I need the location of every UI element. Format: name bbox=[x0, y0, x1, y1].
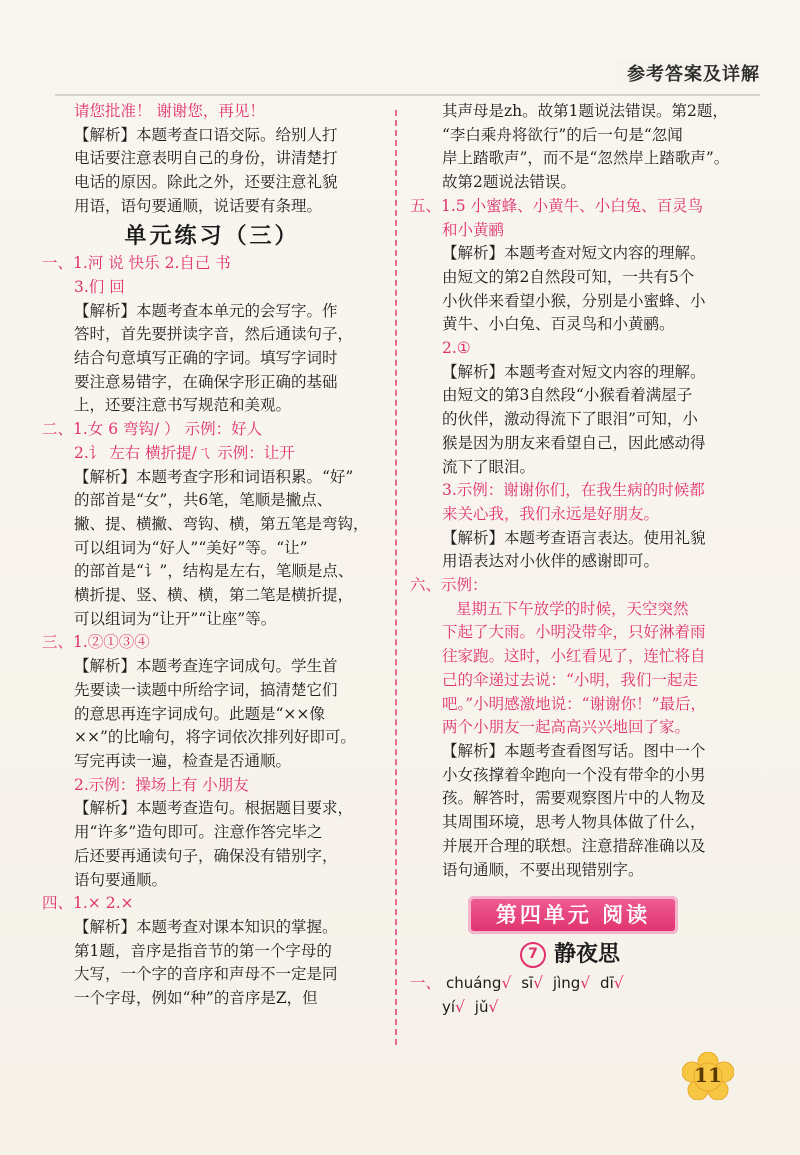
analysis-line: 用“许多”造句即可。注意作答完毕之 bbox=[74, 823, 323, 842]
analysis-line: 孩。解答时，需要观察图片中的人物及 bbox=[442, 789, 706, 808]
analysis-line: 流下了眼泪。 bbox=[442, 457, 536, 476]
check-icon: √ bbox=[455, 997, 465, 1016]
header-rule bbox=[55, 94, 760, 96]
analysis-line: 【解析】本题考查造句。根据题目要求， bbox=[74, 799, 354, 818]
answer-line: 3.们 回 bbox=[74, 277, 125, 296]
analysis-line: 先要读一读题中所给字词，搞清楚它们 bbox=[74, 680, 338, 699]
analysis-line: 一个字母，例如“种”的音序是Z，但 bbox=[74, 989, 318, 1008]
lesson-heading bbox=[380, 942, 760, 968]
analysis-line: 写完再读一遍，检查是否通顺。 bbox=[74, 751, 292, 770]
p-number: 一、 bbox=[410, 974, 442, 993]
analysis-line: 大写，一个字的音序和声母不一定是同 bbox=[74, 965, 338, 984]
analysis-line: 由短文的第3自然段“小猴看着满屋子 bbox=[442, 386, 693, 405]
answer-line: 吧。”小明感激地说：“谢谢你！”最后， bbox=[442, 694, 707, 713]
analysis-line: 【解析】本题考查对短文内容的理解。 bbox=[442, 244, 706, 263]
pinyin-item: jìng bbox=[552, 974, 581, 993]
answer-line: 和小黄鹂 bbox=[442, 220, 505, 239]
analysis-line: 语句通顺，不要出现错别字。 bbox=[442, 860, 644, 879]
answer-line: 己的伞递过去说：“小明，我们一起走 bbox=[442, 670, 698, 689]
q2-number: 二、 bbox=[42, 420, 74, 439]
q4-answer: 1.× 2.× bbox=[73, 894, 134, 913]
q4-number: 四、 bbox=[42, 894, 74, 913]
q5-number: 五、 bbox=[410, 196, 442, 215]
q5-answer: 1.5 小蜜蜂、小黄牛、小白兔、百灵鸟 bbox=[441, 196, 704, 215]
answer-line: 2.① bbox=[442, 339, 471, 358]
lesson-number: 7 bbox=[520, 942, 546, 968]
analysis-line: 故第2题说法错误。 bbox=[442, 173, 576, 192]
analysis-line: 【解析】本题考查本单元的会写字。作 bbox=[74, 301, 338, 320]
q2-line bbox=[42, 418, 382, 442]
analysis-line: 由短文的第2自然段可知，一共有5个 bbox=[442, 267, 695, 286]
analysis-line: 【解析】本题考查对课本知识的掌握。 bbox=[74, 917, 338, 936]
q1-line bbox=[42, 252, 382, 276]
answer-line: 2.讠 左右 横折提/ㄟ 示例：让开 bbox=[74, 443, 295, 462]
q1-number: 一、 bbox=[42, 254, 74, 273]
analysis-line: 并展开合理的联想。注意措辞准确以及 bbox=[442, 836, 706, 855]
q4-line bbox=[42, 892, 382, 916]
analysis-line: 其周围环境，思考人物具体做了什么， bbox=[442, 813, 706, 832]
q6-line bbox=[410, 574, 760, 598]
check-icon: √ bbox=[501, 974, 512, 993]
answer-line: 来关心我，我们永远是好朋友。 bbox=[442, 504, 660, 523]
analysis-line: 可以组词为“让开”“让座”等。 bbox=[74, 609, 277, 628]
analysis-line: ××”的比喻句，将字词依次排列好即可。 bbox=[74, 728, 356, 747]
analysis-line: 猴是因为朋友来看望自己，因此感动得 bbox=[442, 433, 706, 452]
analysis-line: 的伙伴，激动得流下了眼泪”可知，小 bbox=[442, 410, 698, 429]
check-icon: √ bbox=[613, 974, 624, 993]
header-title: 参考答案及详解 bbox=[617, 60, 760, 86]
right-column bbox=[410, 100, 760, 1020]
page-number-badge bbox=[682, 1052, 734, 1100]
analysis-line: 可以组词为“好人”“美好”等。“让” bbox=[74, 538, 308, 557]
page-number: 11 bbox=[694, 1063, 722, 1087]
analysis-line: 语句要通顺。 bbox=[74, 870, 168, 889]
pinyin-item: yí bbox=[442, 997, 456, 1016]
analysis-line: 【解析】本题考查看图写话。图中一个 bbox=[442, 741, 706, 760]
analysis-line: 小女孩撑着伞跑向一个没有带伞的小男 bbox=[442, 765, 706, 784]
q3-answer: 1.②①③④ bbox=[73, 633, 150, 652]
answer-line: 2.示例：操场上有 小朋友 bbox=[74, 775, 249, 794]
analysis-line: 其声母是zh。故第1题说法错误。第2题， bbox=[442, 102, 728, 120]
analysis-line: 【解析】本题考查字形和词语积累。“好” bbox=[74, 467, 354, 486]
analysis-line: 上，还要注意书写规范和美观。 bbox=[74, 396, 292, 415]
lesson-title: 静夜思 bbox=[553, 941, 620, 968]
check-icon: √ bbox=[580, 974, 591, 993]
answer-line: 两个小朋友一起高高兴兴地回了家。 bbox=[442, 718, 691, 737]
analysis-line: 用语，语句要通顺，说话要有条理。 bbox=[74, 196, 323, 215]
analysis-line: 撇、提、横撇、弯钩、横，第五笔是弯钩， bbox=[74, 514, 369, 533]
answer-line: 星期五下午放学的时候，天空突然 bbox=[456, 599, 689, 618]
analysis-line: 【解析】本题考查语言表达。使用礼貌 bbox=[442, 528, 706, 547]
q3-number: 三、 bbox=[42, 633, 74, 652]
analysis-line: “李白乘舟将欲行”的后一句是“忽闻 bbox=[442, 125, 683, 144]
analysis-line: 小伙伴来看望小猴，分别是小蜜蜂、小 bbox=[442, 291, 706, 310]
pinyin-item: dī bbox=[600, 974, 614, 993]
analysis-line: 【解析】本题考查对短文内容的理解。 bbox=[442, 362, 706, 381]
answer-line: 请您批准！ 谢谢您，再见！ bbox=[74, 102, 265, 120]
analysis-line: 的意思再连字词成句。此题是“××像 bbox=[74, 704, 325, 723]
analysis-line: 第1题，音序是指音节的第一个字母的 bbox=[74, 941, 332, 960]
answer-line: 3.示例：谢谢你们，在我生病的时候都 bbox=[442, 481, 705, 500]
check-icon: √ bbox=[488, 997, 499, 1016]
analysis-line: 岸上踏歌声”，而不是“忽然岸上踏歌声”。 bbox=[442, 149, 730, 168]
page-header bbox=[0, 58, 800, 102]
q6-label: 示例： bbox=[441, 576, 488, 595]
q1-answer: 1.河 说 快乐 2.自己 书 bbox=[73, 254, 231, 273]
unit-banner: 第四单元 阅读 bbox=[468, 896, 678, 934]
answer-line: 往家跑。这时，小红看见了，连忙将自 bbox=[442, 647, 706, 666]
analysis-line: 黄牛、小白兔、百灵鸟和小黄鹂。 bbox=[442, 315, 675, 334]
q2-answer: 1.女 6 弯钩/ ） 示例：好人 bbox=[73, 420, 263, 439]
analysis-line: 的部首是“女”，共6笔，笔顺是撇点、 bbox=[74, 491, 333, 510]
analysis-line: 电话的原因。除此之外，还要注意礼貌 bbox=[74, 173, 338, 192]
analysis-line: 【解析】本题考查连字词成句。学生首 bbox=[74, 657, 338, 676]
analysis-line: 后还要再通读句子，确保没有错别字， bbox=[74, 846, 338, 865]
analysis-line: 结合句意填写正确的字词。填写字词时 bbox=[74, 349, 338, 368]
analysis-line: 用语表达对小伙伴的感谢即可。 bbox=[442, 552, 660, 571]
column-divider bbox=[395, 110, 397, 1045]
pinyin-item: chuáng bbox=[445, 974, 502, 993]
left-column bbox=[42, 100, 382, 1011]
q6-number: 六、 bbox=[410, 576, 442, 595]
check-icon: √ bbox=[533, 974, 544, 993]
section-title: 单元练习（三） bbox=[124, 222, 300, 249]
pinyin-item: sī bbox=[521, 974, 534, 993]
q5-line bbox=[410, 195, 760, 219]
analysis-line: 横折提、竖、横、横，第二笔是横折提， bbox=[74, 586, 354, 605]
analysis-line: 要注意易错字，在确保字形正确的基础 bbox=[74, 372, 338, 391]
analysis-line: 的部首是“讠”，结构是左右，笔顺是点、 bbox=[74, 562, 354, 581]
pinyin-item: jǔ bbox=[474, 997, 489, 1016]
answer-line: 下起了大雨。小明没带伞，只好淋着雨 bbox=[442, 623, 706, 642]
pinyin-line-2 bbox=[410, 996, 760, 1020]
analysis-line: 答时，首先要拼读字音，然后通读句子， bbox=[74, 325, 354, 344]
pinyin-line-1 bbox=[410, 972, 760, 996]
analysis-line: 【解析】本题考查口语交际。给别人打 bbox=[74, 125, 338, 144]
analysis-line: 电话要注意表明自己的身份，讲清楚打 bbox=[74, 149, 338, 168]
q3-line bbox=[42, 631, 382, 655]
